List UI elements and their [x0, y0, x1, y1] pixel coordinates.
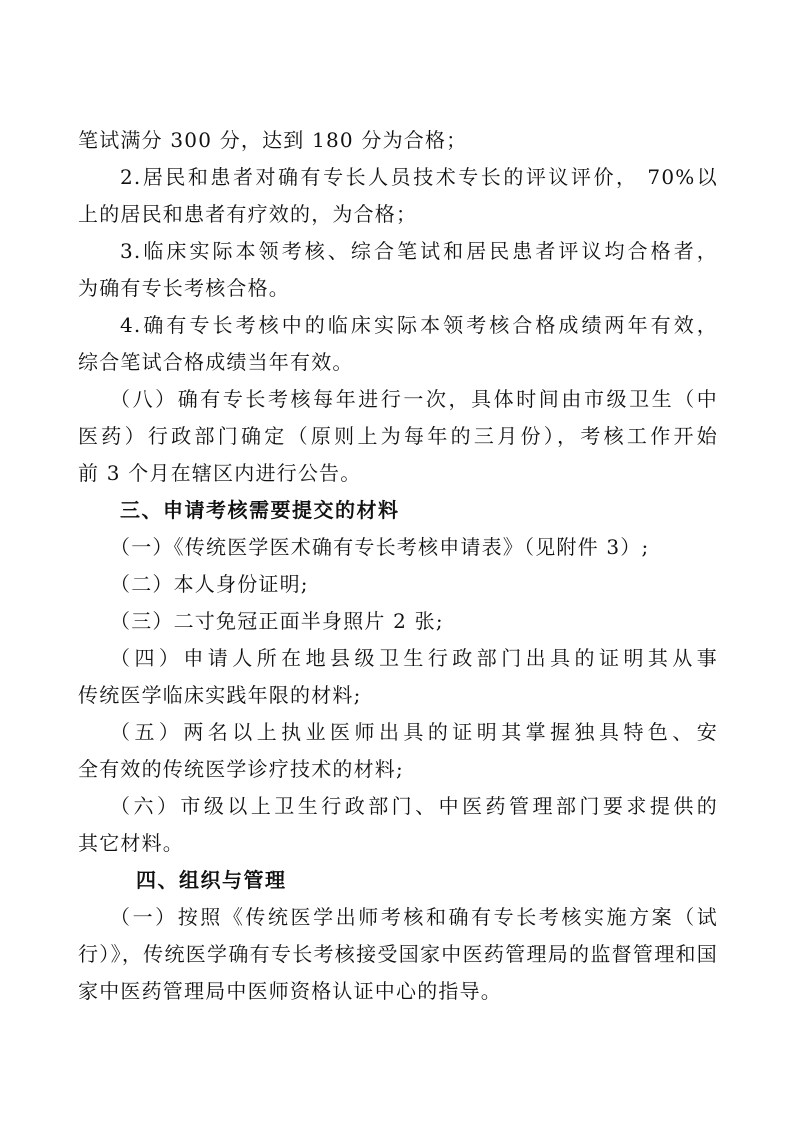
- text-line: 笔试满分 300 分，达到 180 分为合格；: [78, 128, 468, 152]
- text-line: 综合笔试合格成绩当年有效。: [78, 350, 354, 374]
- section-heading-3: 三、申请考核需要提交的材料: [120, 498, 400, 522]
- text-line: 行）》，传统医学确有专长考核接受国家中医药管理局的监督管理和国: [78, 942, 718, 966]
- text-line: 为确有专长考核合格。: [78, 276, 290, 300]
- text-line: 家中医药管理局中医师资格认证中心的指导。: [78, 979, 502, 1003]
- text-line: （一）《传统医学医术确有专长考核申请表》（见附件 3）;: [110, 535, 650, 559]
- text-line: （六）市级以上卫生行政部门、中医药管理部门要求提供的: [110, 794, 718, 818]
- text-line: （三）二寸免冠正面半身照片 2 张;: [110, 609, 444, 633]
- text-line: （八）确有专长考核每年进行一次，具体时间由市级卫生（中: [110, 387, 718, 411]
- document-body: [78, 122, 718, 1010]
- text-line: 其它材料。: [78, 831, 184, 855]
- text-line: （五）两名以上执业医师出具的证明其掌握独具特色、安: [110, 720, 718, 744]
- text-line: 医药）行政部门确定（原则上为每年的三月份），考核工作开始: [78, 424, 718, 448]
- text-line: 前 3 个月在辖区内进行公告。: [78, 461, 362, 485]
- text-line: 传统医学临床实践年限的材料;: [78, 683, 362, 707]
- text-line: 2.居民和患者对确有专长人员技术专长的评议评价， 70%以: [120, 165, 718, 189]
- text-line: 3.临床实际本领考核、综合笔试和居民患者评议均合格者，: [120, 239, 718, 263]
- text-line: （一）按照《传统医学出师考核和确有专长考核实施方案（试: [110, 905, 718, 929]
- text-line: 上的居民和患者有疗效的，为合格；: [78, 202, 418, 226]
- text-line: （二）本人身份证明;: [110, 572, 309, 596]
- section-heading-4: 四、组织与管理: [136, 868, 287, 892]
- text-line: 4.确有专长考核中的临床实际本领考核合格成绩两年有效，: [120, 313, 718, 337]
- text-line: （四）申请人所在地县级卫生行政部门出具的证明其从事: [110, 646, 718, 670]
- text-line: 全有效的传统医学诊疗技术的材料;: [78, 757, 404, 781]
